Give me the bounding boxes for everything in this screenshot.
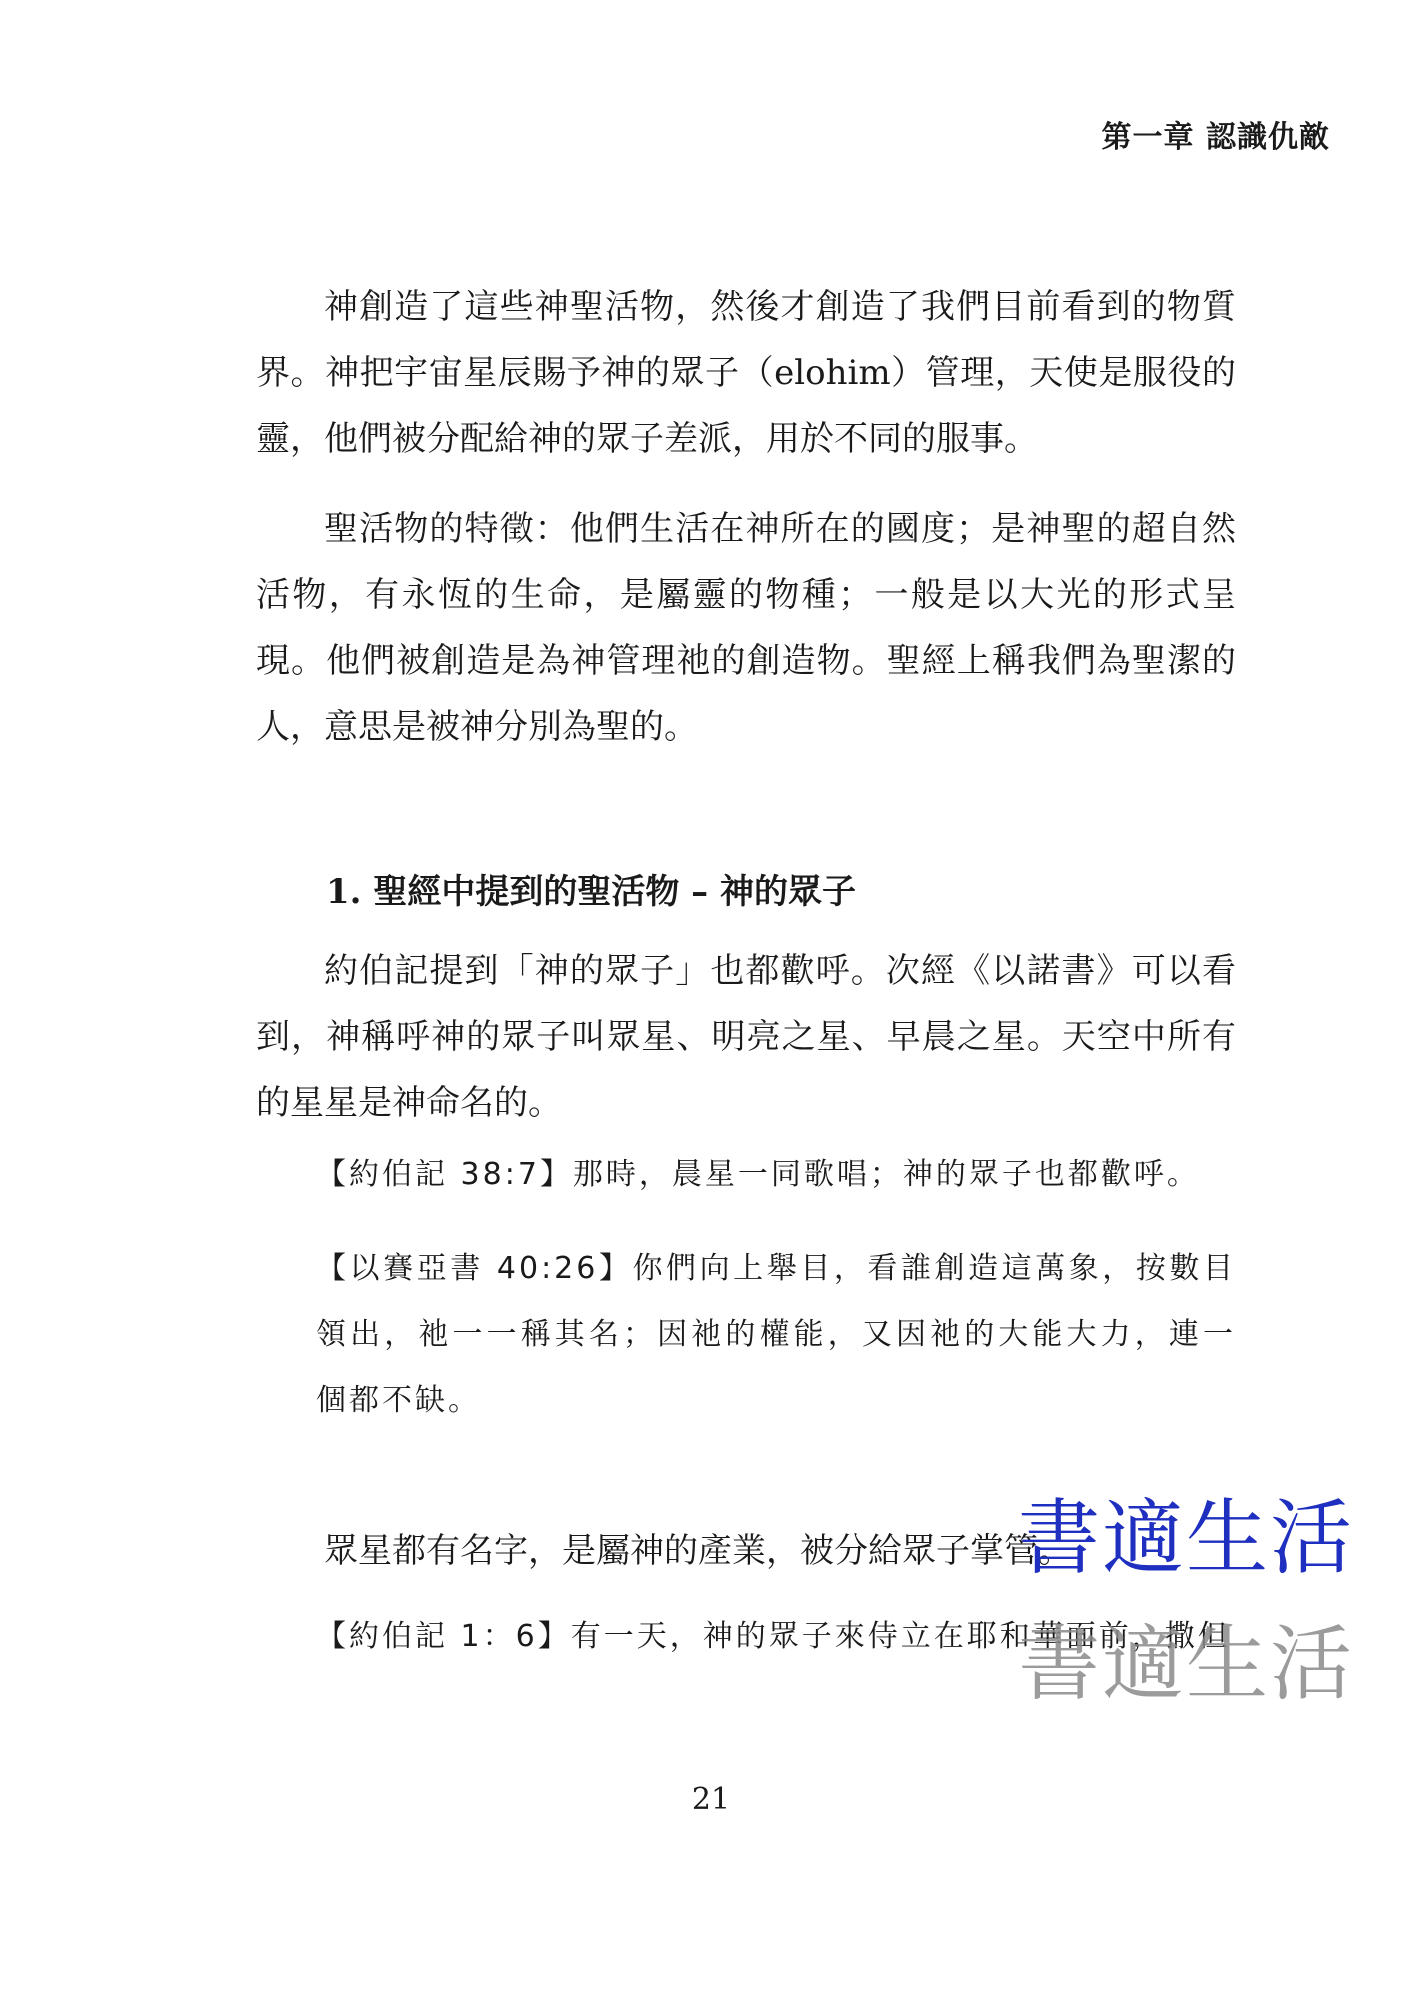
watermark-logo: 書適生活 <box>1017 1491 1354 1586</box>
section-intro-paragraph: 約伯記提到「神的眾子」也都歡呼。次經《以諾書》可以看到，神稱呼神的眾子叫眾星、明亮之星、早晨之星。天空中所有的星星是神命名的。 <box>256 951 1236 1123</box>
watermark-logo-faded: 書適生活 <box>1017 1617 1354 1712</box>
body-paragraph: 聖活物的特徵：他們生活在神所在的國度；是神聖的超自然活物，有永恆的生命，是屬靈的物種；一般是以大光的形式呈現。他們被創造是為神管理祂的創造物。聖經上稱我們為聖潔的人，意思是被神分別為聖的。 <box>256 509 1236 747</box>
closing-paragraph: 眾星都有名字，是屬神的產業，被分給眾子掌管。 <box>324 1531 1072 1571</box>
page-number: 21 <box>691 1782 731 1817</box>
running-header: 第一章 認識仇敵 <box>1101 120 1330 155</box>
section-heading: 1. 聖經中提到的聖活物 – 神的眾子 <box>326 872 857 912</box>
scripture-quote: 【約伯記 1：6】有一天，神的眾子來侍立在耶和華面前，撒但 <box>316 1619 1231 1654</box>
scripture-quote: 【以賽亞書 40:26】你們向上舉目，看誰創造這萬象，按數目領出，祂一一稱其名；因祂的權能，又因祂的大能大力，連一個都不缺。 <box>316 1251 1236 1418</box>
body-paragraph: 神創造了這些神聖活物，然後才創造了我們目前看到的物質界。神把宇宙星辰賜予神的眾子（elohim）管理，天使是服役的靈，他們被分配給神的眾子差派，用於不同的服事。 <box>256 287 1236 459</box>
scripture-quote: 【約伯記 38:7】那時，晨星一同歌唱；神的眾子也都歡呼。 <box>316 1157 1200 1192</box>
